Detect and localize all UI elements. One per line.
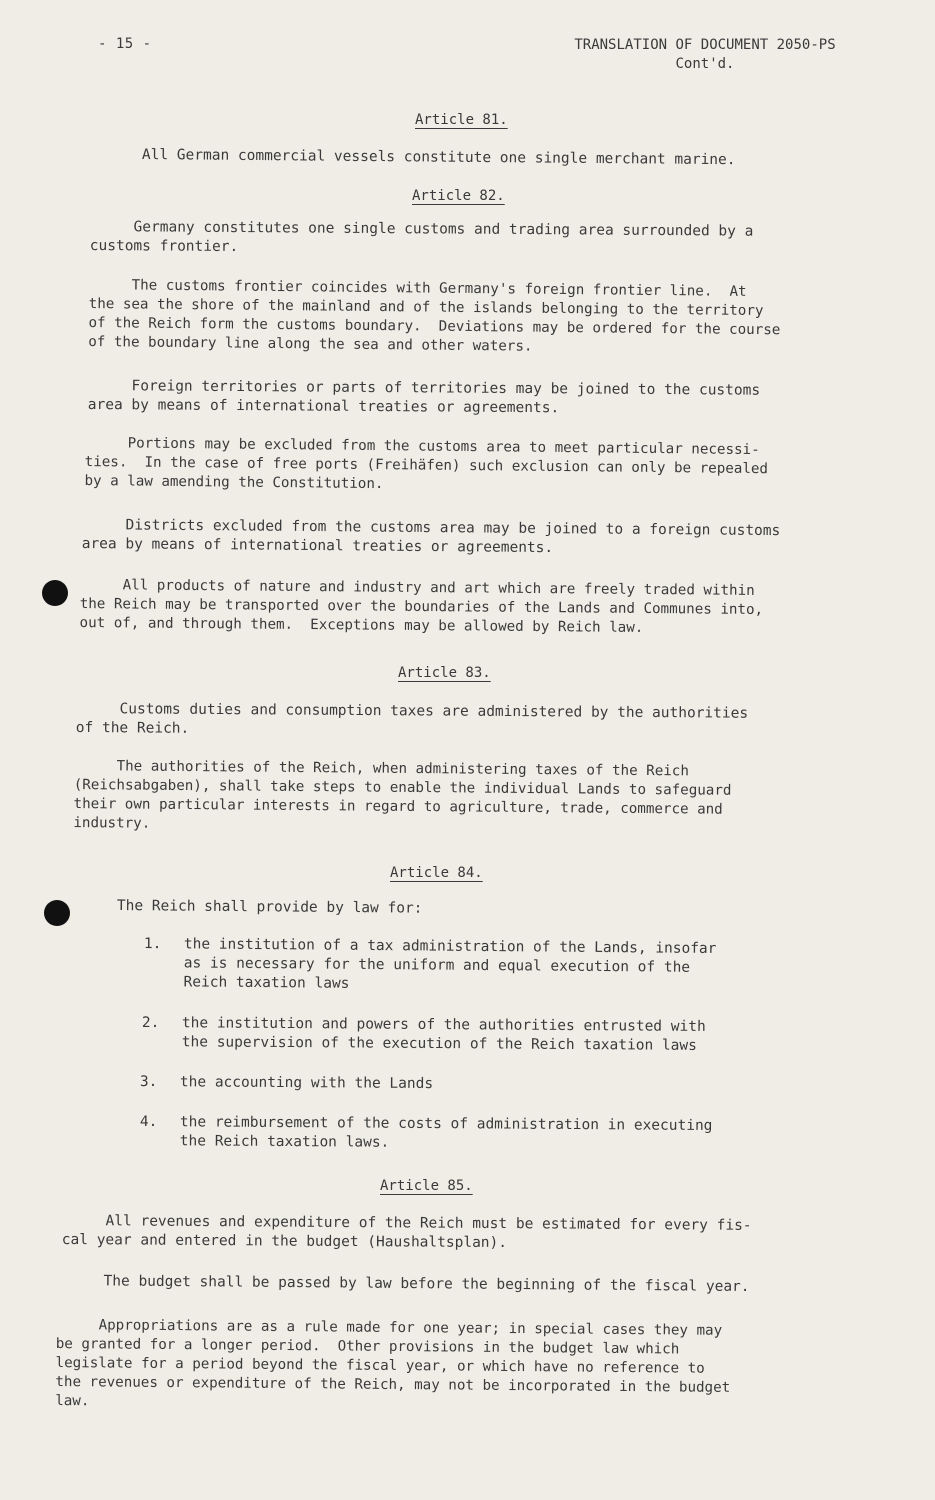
list-item-number: 2. — [141, 1015, 160, 1032]
document-title — [555, 36, 855, 74]
article-82-paragraph-2: The customs frontier coincides with Germany's foreign frontier line. At the sea the shore of the mainland and of the islands belonging to the territory of the Reich form the customs boundary. Deviations may be ordered for the course of the boundary line along the sea and other waters. — [88, 276, 781, 355]
list-item-text: the accounting with the Lands — [179, 1074, 434, 1093]
article-85-paragraph-1: All revenues and expenditure of the Reich must be estimated for every fis- cal year and entered in the budget (Haushaltsplan). — [61, 1213, 752, 1252]
article-81-heading: Article 81. — [415, 112, 508, 128]
article-84-intro: The Reich shall provide by law for: — [116, 897, 423, 917]
article-83-heading: Article 83. — [398, 665, 491, 681]
list-item-number: 3. — [139, 1074, 158, 1091]
list-item-text: the reimbursement of the costs of administration in executing the Reich taxation laws. — [179, 1114, 713, 1151]
article-82-paragraph-4: Portions may be excluded from the customs area to meet particular necessi- ties. In the case of free ports (Freihäfen) such exclusion can only be repealed by a law amending the Constitution. — [84, 434, 769, 493]
article-84-heading: Article 84. — [390, 865, 483, 881]
article-83-paragraph-1: Customs duties and consumption taxes are administered by the authorities of the Reich. — [75, 701, 749, 737]
list-item-text: the institution and powers of the authorities entrusted with the supervision of the execution of the Reich taxation laws — [181, 1015, 706, 1054]
article-82-paragraph-6: All products of nature and industry and art which are freely traded within the Reich may be transported over the boundaries of the Lands and Communes into, out of, and through them. Exceptions may be allowed by Reich law. — [79, 576, 764, 636]
document-title-line1: TRANSLATION OF DOCUMENT 2050-PS — [574, 37, 836, 53]
article-85-paragraph-2: The budget shall be passed by law before the beginning of the fiscal year. — [59, 1273, 750, 1296]
punch-hole — [44, 900, 70, 926]
document-title-line2: Cont'd. — [675, 56, 735, 72]
article-83-paragraph-2: The authorities of the Reich, when administering taxes of the Reich (Reichsabgaben), shall take steps to enable the individual Lands to safeguard their own particular interests in regard to agriculture, trade, commerce and industry. — [73, 757, 732, 832]
article-85-heading: Article 85. — [380, 1178, 473, 1194]
article-82-paragraph-1: Germany constitutes one single customs and trading area surrounded by a customs frontier. — [89, 218, 754, 256]
list-item-number: 1. — [143, 935, 162, 953]
punch-hole — [42, 580, 68, 606]
article-85-paragraph-3: Appropriations are as a rule made for one year; in special cases they may be granted for a longer period. Other provisions in the budget law which legislate for a period beyond the fiscal year, or which have no reference to the revenues or expenditure of the Reich, may not be incorporated in the budget law. — [55, 1317, 731, 1410]
article-81-paragraph: All German commercial vessels constitute one single merchant marine. — [141, 146, 736, 169]
list-item-number: 4. — [139, 1114, 158, 1131]
list-item-text: the institution of a tax administration of the Lands, insofar as is necessary for the uniform and equal execution of the Reich taxation laws — [183, 936, 717, 992]
page-number: - 15 - — [98, 36, 152, 52]
article-82-heading: Article 82. — [412, 188, 505, 204]
article-82-paragraph-3: Foreign territories or parts of territories may be joined to the customs area by means of international treaties or agreements. — [87, 377, 761, 417]
article-82-paragraph-5: Districts excluded from the customs area may be joined to a foreign customs area by means of international treaties or agreements. — [81, 516, 781, 557]
